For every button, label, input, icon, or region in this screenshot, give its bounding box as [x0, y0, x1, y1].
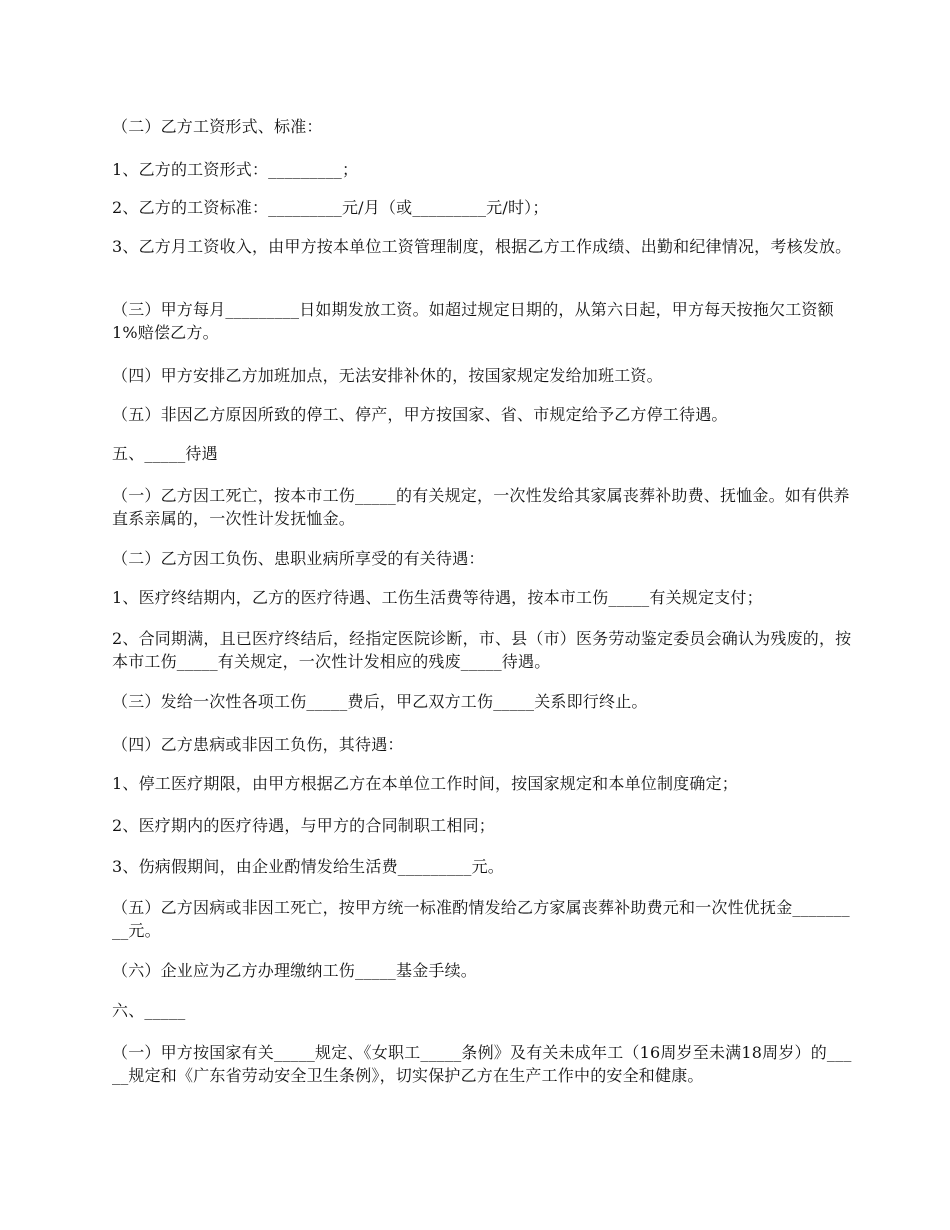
insurance-fund-clause: （六）企业应为乙方办理缴纳工伤_____基金手续。 [112, 961, 478, 980]
wage-standard-item: 2、乙方的工资标准：_________元/月（或_________元/时）； [112, 198, 549, 217]
sick-medical-item: 2、医疗期内的医疗待遇，与甲方的合同制职工相同； [112, 816, 495, 835]
wage-form-item: 1、乙方的工资形式：_________； [112, 160, 359, 179]
section-5-stoppage: （五）非因乙方原因所致的停工、停产，甲方按国家、省、市规定给予乙方停工待遇。 [112, 405, 728, 424]
section-3-payday: （三）甲方每月_________日如期发放工资。如超过规定日期的，从第六日起，甲方每天按拖欠工资额1%赔偿乙方。 [112, 300, 834, 342]
chapter-6-heading: 六、_____ [112, 1001, 186, 1020]
chapter-5-heading: 五、_____待遇 [112, 444, 218, 463]
monthly-income-item: 3、乙方月工资收入，由甲方按本单位工资管理制度，根据乙方工作成绩、出勤和纪律情况，考核发放。 [112, 237, 852, 256]
section-2-heading: （二）乙方工资形式、标准： [112, 117, 323, 136]
safety-clause: （一）甲方按国家有关_____规定、《女职工_____条例》及有关未成年工（16周岁至未满18周岁）的_____规定和《广东省劳动安全卫生条例》，切实保护乙方在生产工作中的安全和健康。 [112, 1043, 852, 1085]
disability-item: 2、合同期满，且已医疗终结后，经指定医院诊断，市、县（市）医务劳动鉴定委员会确认为残废的，按本市工伤_____有关规定，一次性计发相应的残废_____待遇。 [112, 629, 852, 671]
illness-heading: （四）乙方患病或非因工负伤，其待遇： [112, 735, 404, 754]
illness-death-clause: （五）乙方因病或非因工死亡，按甲方统一标准酌情发给乙方家属丧葬补助费元和一次性优抚金_________元。 [112, 898, 850, 940]
termination-clause: （三）发给一次性各项工伤_____费后，甲乙双方工伤_____关系即行终止。 [112, 692, 648, 711]
sick-leave-period-item: 1、停工医疗期限，由甲方根据乙方在本单位工作时间，按国家规定和本单位制度确定； [112, 774, 738, 793]
medical-period-item: 1、医疗终结期内，乙方的医疗待遇、工伤生活费等待遇，按本市工伤_____有关规定支付； [112, 588, 763, 607]
section-4-overtime: （四）甲方安排乙方加班加点，无法安排补休的，按国家规定发给加班工资。 [112, 366, 663, 385]
living-allowance-item: 3、伤病假期间，由企业酌情发给生活费_________元。 [112, 857, 504, 876]
injury-benefit-heading: （二）乙方因工负伤、患职业病所享受的有关待遇： [112, 549, 485, 568]
death-benefit-clause: （一）乙方因工死亡，按本市工伤_____的有关规定，一次性发给其家属丧葬补助费、抚恤金。如有供养直系亲属的，一次性计发抚恤金。 [112, 486, 850, 528]
